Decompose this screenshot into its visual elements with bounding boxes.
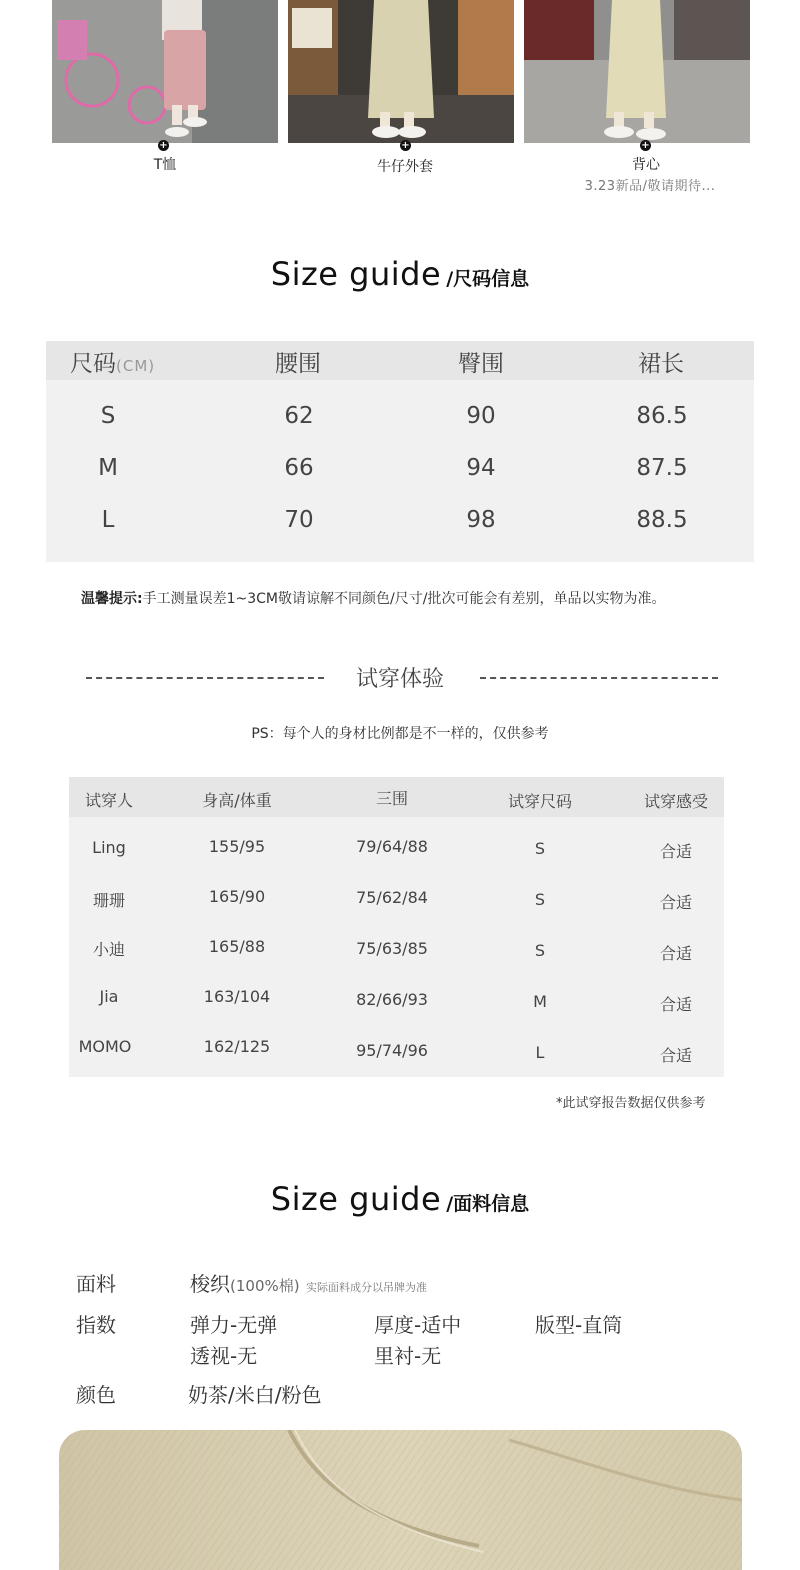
trial-cell: S — [534, 890, 546, 909]
tip-text: 手工测量误差1~3CM敬请谅解不同颜色/尺寸/批次可能会有差别，单品以实物为准。 — [142, 591, 666, 607]
product-photo-denim-jacket[interactable] — [288, 0, 514, 143]
size-header: 尺码(CM) — [70, 351, 156, 377]
trial-cell: 合适 — [659, 1046, 692, 1065]
trial-cell: 95/74/96 — [356, 1041, 428, 1060]
fit-value: 版型-直筒 — [535, 1313, 623, 1337]
size-cell: S — [100, 403, 116, 429]
trial-cell: 162/125 — [203, 1037, 271, 1056]
trial-cell: 82/66/93 — [356, 990, 428, 1009]
section-subtitle: /面料信息 — [446, 1193, 530, 1215]
trial-table — [69, 777, 724, 1077]
size-cell: 94 — [466, 455, 496, 481]
trial-cell: 合适 — [659, 995, 692, 1014]
trial-cell: 合适 — [659, 842, 692, 861]
size-cell: 70 — [284, 507, 314, 533]
size-header: 臀围 — [458, 351, 504, 377]
size-cell: 90 — [466, 403, 496, 429]
fabric-closeup-image — [59, 1430, 742, 1570]
size-cell: L — [101, 507, 115, 533]
add-icon[interactable]: + — [401, 140, 410, 151]
trial-cell: L — [535, 1043, 545, 1062]
trial-cell: MOMO — [78, 1037, 132, 1056]
product-photo-tshirt[interactable] — [52, 0, 278, 143]
size-header: 裙长 — [638, 351, 684, 377]
product-caption: 牛仔外套 — [377, 159, 433, 175]
trial-header: 身高/体重 — [202, 791, 272, 810]
trial-cell: 163/104 — [203, 987, 271, 1006]
trial-title: 试穿体验 — [355, 667, 444, 692]
trial-cell: 155/95 — [208, 837, 266, 856]
trial-cell: 合适 — [659, 893, 692, 912]
trial-cell: 165/88 — [208, 937, 266, 956]
section-title: Size guide — [270, 1180, 442, 1218]
index-label: 指数 — [76, 1313, 116, 1337]
trial-cell: M — [533, 992, 547, 1011]
trial-header: 三围 — [375, 789, 408, 808]
trial-cell: 75/62/84 — [356, 888, 428, 907]
trial-header: 试穿尺码 — [507, 792, 572, 811]
size-table — [46, 341, 754, 562]
lining-value: 里衬-无 — [374, 1344, 442, 1368]
transparency-value: 透视-无 — [190, 1344, 258, 1368]
trial-cell: Jia — [99, 987, 119, 1006]
product-caption: 背心 — [632, 157, 660, 173]
trial-header: 试穿感受 — [643, 792, 708, 811]
trial-cell: Ling — [92, 838, 126, 857]
tshirt-outfit-image — [52, 0, 278, 143]
fabric-note: 实际面料成分以吊牌为准 — [305, 1281, 427, 1294]
size-cell: 87.5 — [636, 455, 688, 481]
warm-tip — [81, 588, 665, 608]
trial-note: PS：每个人的身材比例都是不一样的，仅供参考 — [251, 726, 549, 742]
size-cell: 98 — [466, 507, 496, 533]
fabric-guide-title — [0, 1180, 800, 1218]
color-label: 颜色 — [76, 1383, 116, 1407]
size-cell: M — [98, 455, 118, 481]
divider-right — [480, 677, 718, 679]
denim-jacket-outfit-image — [288, 0, 514, 143]
product-note: 3.23新品/敬请期待... — [584, 179, 716, 194]
add-icon[interactable]: + — [641, 140, 650, 151]
fabric-type: 梭织 — [190, 1272, 230, 1296]
section-title: Size guide — [270, 255, 442, 293]
trial-cell: 珊珊 — [92, 891, 125, 910]
add-icon[interactable]: + — [159, 140, 168, 151]
size-cell: 66 — [284, 455, 314, 481]
size-cell: 86.5 — [636, 403, 688, 429]
trial-cell: 合适 — [659, 944, 692, 963]
trial-cell: 79/64/88 — [356, 837, 428, 856]
trial-cell: 165/90 — [208, 887, 266, 906]
trial-cell: S — [534, 839, 546, 858]
size-header: 腰围 — [275, 351, 321, 377]
unit-label: (CM) — [116, 357, 156, 375]
trial-cell: S — [534, 941, 546, 960]
report-note: *此试穿报告数据仅供参考 — [556, 1096, 706, 1111]
trial-cell: 小迪 — [92, 940, 125, 959]
fabric-texture-image — [59, 1430, 742, 1570]
trial-header: 试穿人 — [84, 791, 133, 810]
fabric-value — [190, 1268, 427, 1297]
fabric-label: 面料 — [76, 1272, 116, 1296]
product-photo-vest[interactable] — [524, 0, 750, 143]
trial-cell: 75/63/85 — [356, 939, 428, 958]
thickness-value: 厚度-适中 — [374, 1313, 462, 1337]
size-cell: 88.5 — [636, 507, 688, 533]
section-subtitle: /尺码信息 — [446, 268, 530, 290]
product-caption: T恤 — [153, 157, 177, 173]
color-value: 奶茶/米白/粉色 — [188, 1383, 322, 1407]
tip-label: 温馨提示: — [81, 591, 143, 607]
elasticity-value: 弹力-无弹 — [190, 1313, 278, 1337]
vest-outfit-image — [524, 0, 750, 143]
size-guide-title — [0, 255, 800, 293]
size-cell: 62 — [284, 403, 314, 429]
fabric-composition: (100%棉) — [230, 1277, 300, 1295]
